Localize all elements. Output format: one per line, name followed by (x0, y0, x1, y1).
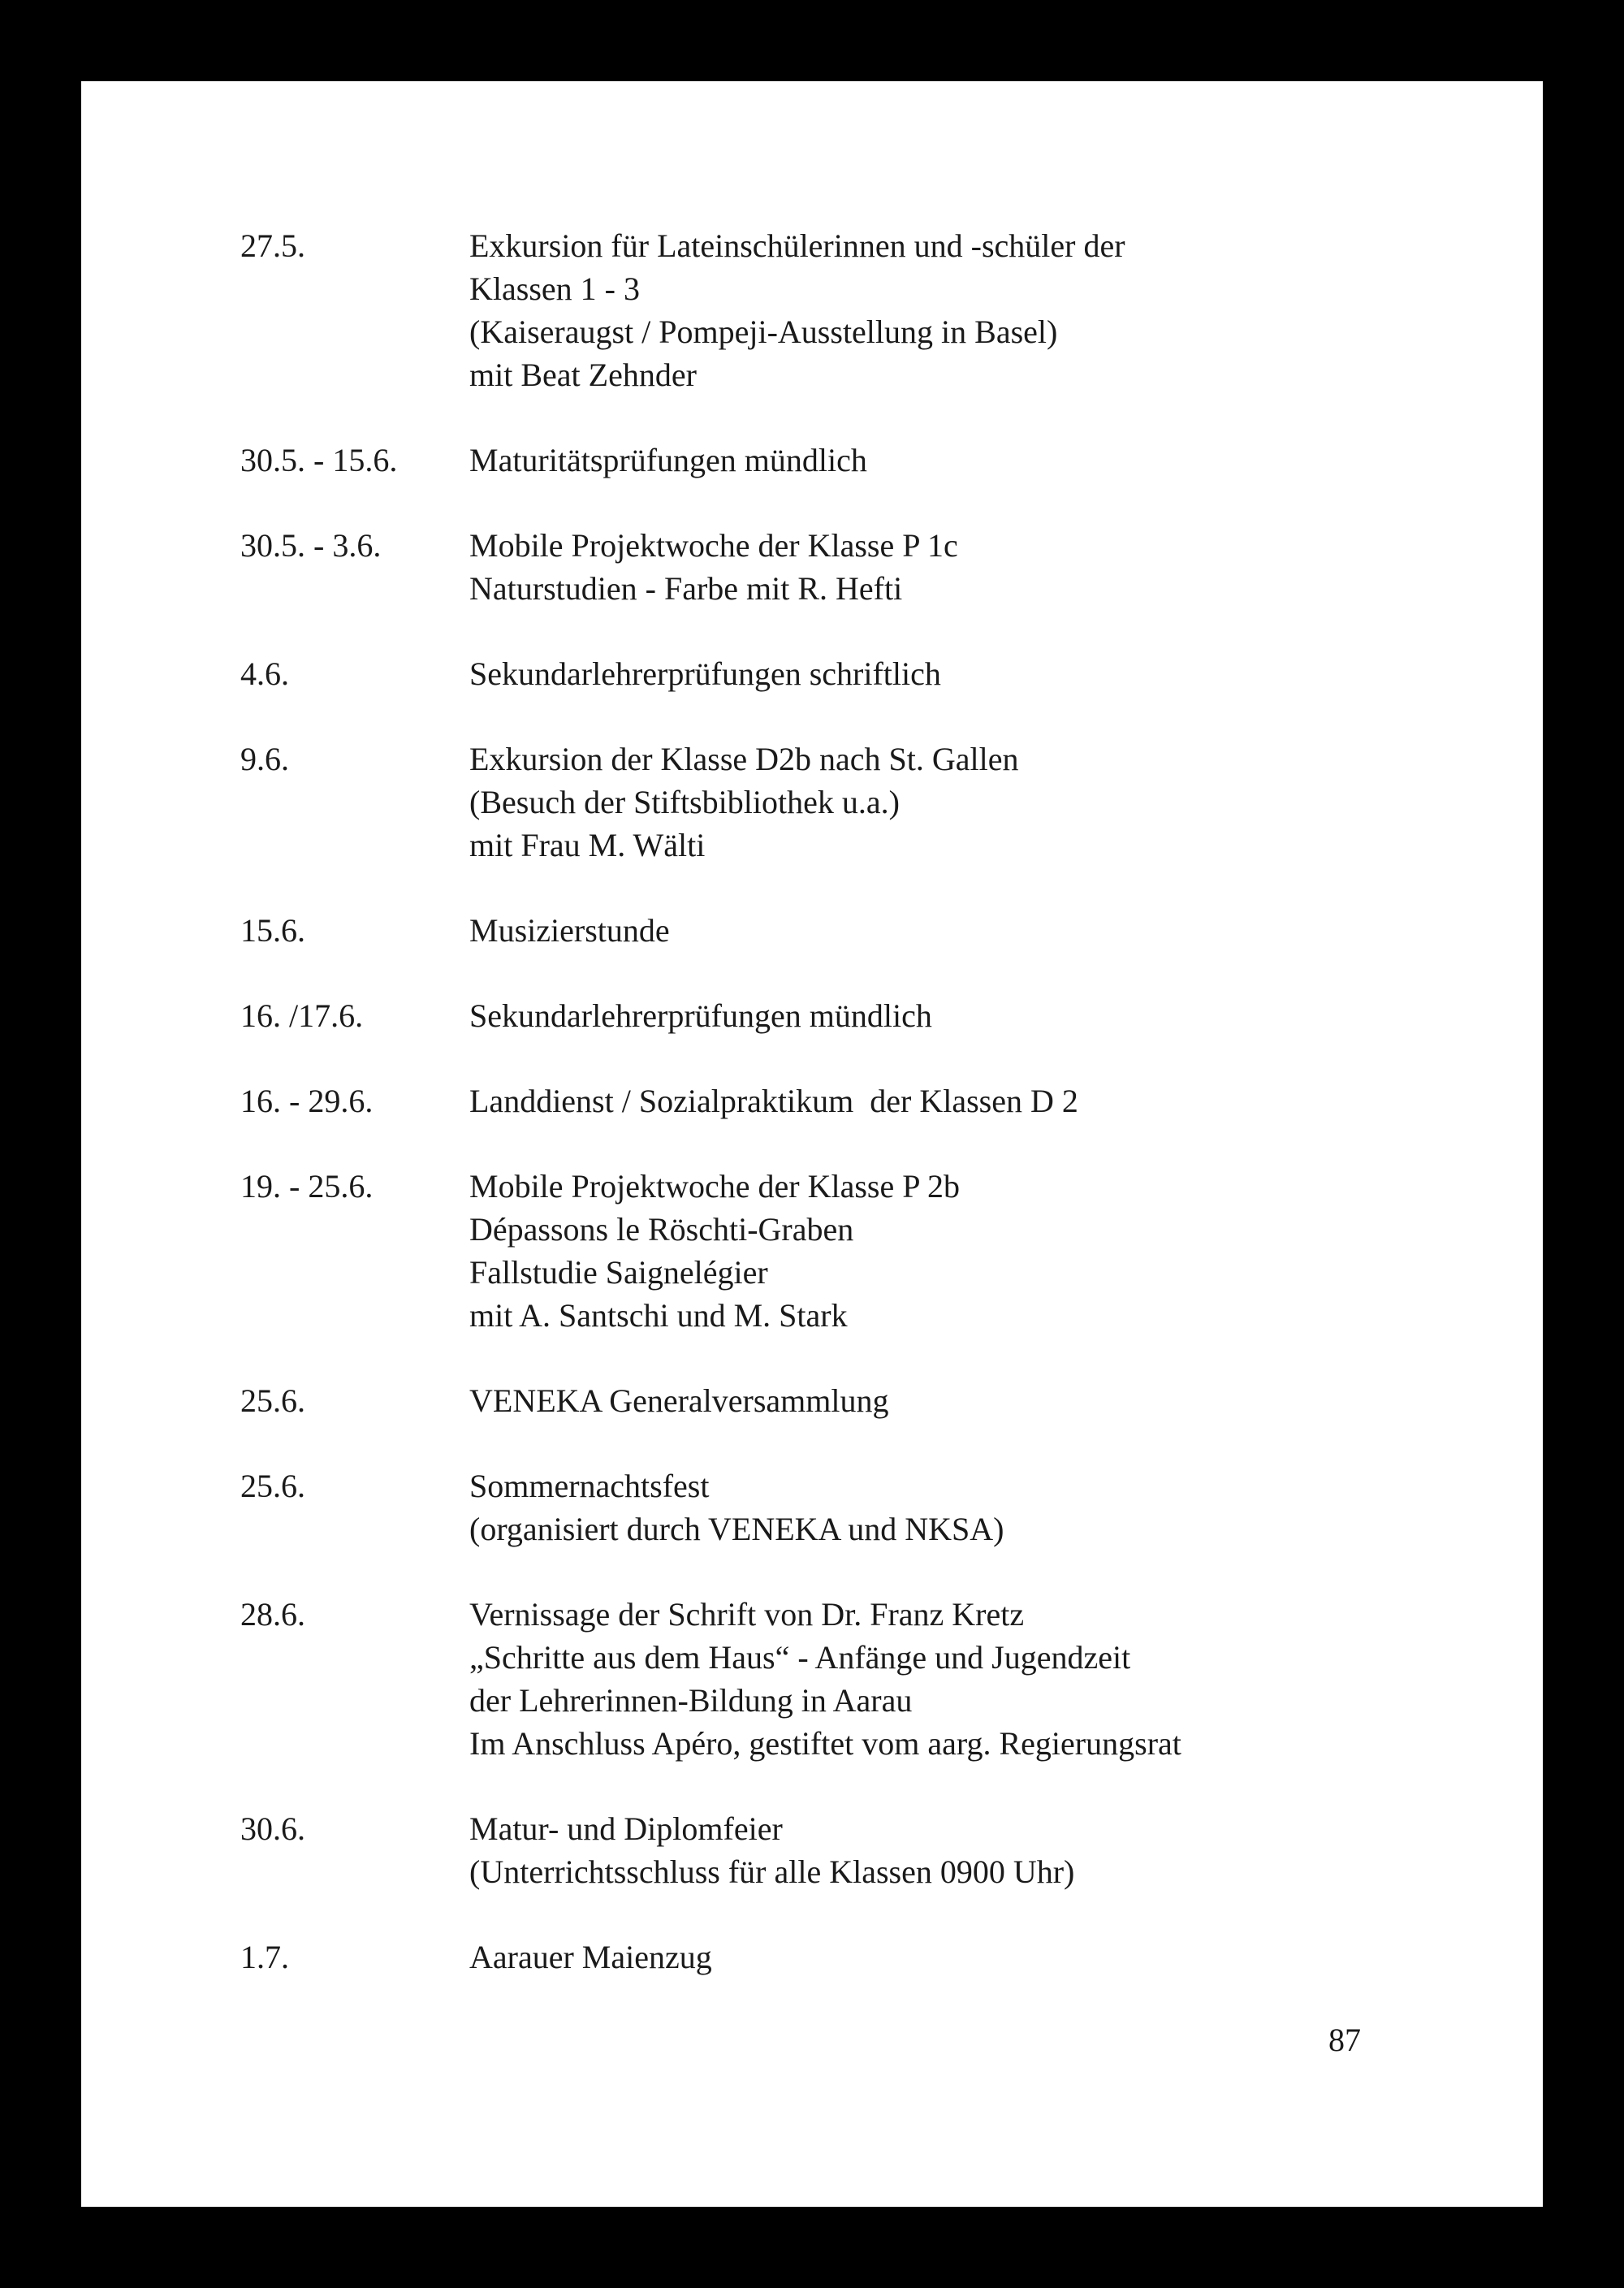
event-description (469, 1464, 1458, 1551)
event-date: 16. - 29.6. (240, 1083, 374, 1119)
event-description (469, 1593, 1458, 1765)
event-description-line: Matur- und Diplomfeier (469, 1810, 783, 1847)
event-description-line: Landdienst / Sozialpraktikum der Klassen D 2 (469, 1083, 1078, 1119)
event-entry (240, 737, 1458, 867)
event-description-line: (Kaiseraugst / Pompeji-Ausstellung in Basel) (469, 314, 1058, 350)
event-date: 27.5. (240, 227, 305, 264)
event-description (469, 652, 1458, 695)
event-description-line: Exkursion der Klasse D2b nach St. Gallen (469, 741, 1019, 777)
event-description-line: Mobile Projektwoche der Klasse P 2b (469, 1168, 960, 1205)
event-entry (240, 439, 1458, 482)
event-description-line: Sekundarlehrerprüfungen mündlich (469, 997, 932, 1034)
event-description-line: Musizierstunde (469, 912, 670, 949)
event-entry (240, 1079, 1458, 1122)
event-description (469, 737, 1458, 867)
event-description (469, 439, 1458, 482)
event-description-line: mit Frau M. Wälti (469, 827, 706, 863)
event-description-line: Maturitätsprüfungen mündlich (469, 442, 867, 478)
event-entry (240, 1165, 1458, 1337)
event-description (469, 1379, 1458, 1422)
event-description-line: Aarauer Maienzug (469, 1939, 712, 1975)
event-entry (240, 1379, 1458, 1422)
event-description (469, 1936, 1458, 1979)
event-description (469, 1165, 1458, 1337)
event-description (469, 524, 1458, 610)
event-description-line: Dépassons le Röschti-Graben (469, 1211, 854, 1248)
event-description-line: (Besuch der Stiftsbibliothek u.a.) (469, 784, 900, 820)
event-description (469, 1807, 1458, 1893)
event-description (469, 1079, 1458, 1122)
event-description-line: der Lehrerinnen-Bildung in Aarau (469, 1682, 913, 1719)
event-list (240, 224, 1458, 2021)
event-date: 30.6. (240, 1810, 305, 1847)
event-entry (240, 224, 1458, 396)
event-date: 9.6. (240, 741, 289, 777)
event-date: 25.6. (240, 1468, 305, 1504)
event-description-line: Sekundarlehrerprüfungen schriftlich (469, 655, 941, 692)
event-entry (240, 909, 1458, 952)
event-date: 15.6. (240, 912, 305, 949)
event-date: 16. /17.6. (240, 997, 364, 1034)
event-date: 28.6. (240, 1596, 305, 1633)
event-date: 4.6. (240, 655, 289, 692)
event-description-line: mit A. Santschi und M. Stark (469, 1297, 848, 1334)
event-description (469, 994, 1458, 1037)
event-entry (240, 524, 1458, 610)
event-description-line: „Schritte aus dem Haus“ - Anfänge und Jugendzeit (469, 1639, 1131, 1676)
document-page (81, 81, 1543, 2207)
event-description-line: Sommernachtsfest (469, 1468, 710, 1504)
event-date: 25.6. (240, 1382, 305, 1419)
event-entry (240, 1464, 1458, 1551)
event-date: 1.7. (240, 1939, 289, 1975)
event-description-line: Vernissage der Schrift von Dr. Franz Kretz (469, 1596, 1025, 1633)
event-description-line: VENEKA Generalversammlung (469, 1382, 889, 1419)
event-entry (240, 652, 1458, 695)
event-description-line: (organisiert durch VENEKA und NKSA) (469, 1511, 1004, 1547)
event-description-line: mit Beat Zehnder (469, 357, 697, 393)
event-description-line: Klassen 1 - 3 (469, 270, 640, 307)
event-entry (240, 1936, 1458, 1979)
event-description-line: Exkursion für Lateinschülerinnen und -schüler der (469, 227, 1125, 264)
event-date: 30.5. - 15.6. (240, 442, 398, 478)
event-description-line: (Unterrichtsschluss für alle Klassen 0900 Uhr) (469, 1853, 1075, 1890)
event-date: 30.5. - 3.6. (240, 527, 382, 564)
page-number: 87 (1328, 2022, 1361, 2058)
event-description-line: Im Anschluss Apéro, gestiftet vom aarg. Regierungsrat (469, 1725, 1181, 1762)
event-description (469, 224, 1458, 396)
event-description-line: Mobile Projektwoche der Klasse P 1c (469, 527, 958, 564)
event-description-line: Fallstudie Saignelégier (469, 1254, 768, 1291)
event-date: 19. - 25.6. (240, 1168, 374, 1205)
event-description-line: Naturstudien - Farbe mit R. Hefti (469, 570, 903, 607)
event-entry (240, 1807, 1458, 1893)
event-entry (240, 1593, 1458, 1765)
event-entry (240, 994, 1458, 1037)
event-description (469, 909, 1458, 952)
